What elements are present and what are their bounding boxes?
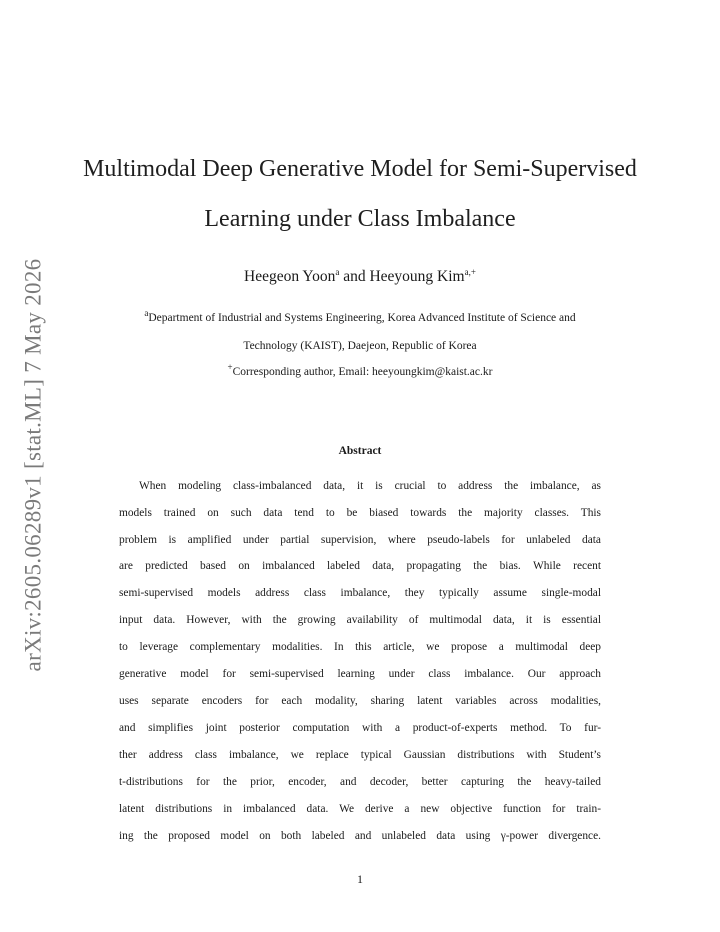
abstract-line: models trained on such data tend to be biased towards the majority classes. This: [119, 507, 601, 519]
abstract-line: input data. However, with the growing availability of multimodal data, it is essential: [119, 614, 601, 626]
page-number: 1: [357, 872, 363, 886]
affiliation-text: Department of Industrial and Systems Engineering, Korea Advanced Institute of Science and: [148, 312, 576, 324]
affiliation-line-1: [60, 308, 660, 325]
abstract-line: to leverage complementary modalities. In this article, we propose a multimodal deep: [119, 641, 601, 653]
author-name: Heegeon Yoon: [244, 268, 336, 285]
abstract-line: ing the proposed model on both labeled and unlabeled data using γ-power divergence.: [119, 830, 601, 842]
paper-title-line-2: Learning under Class Imbalance: [204, 206, 516, 232]
abstract-heading: Abstract: [338, 445, 382, 457]
abstract-line: ther address class imbalance, we replace typical Gaussian distributions with Student’s: [119, 749, 601, 761]
abstract-line: are predicted based on imbalanced labeled data, propagating the bias. While recent: [119, 560, 601, 572]
author-separator: and: [339, 268, 370, 285]
author-affiliation-mark: a,+: [464, 266, 476, 277]
corresponding-author-text: Corresponding author, Email: heeyoungkim@kaist.ac.kr: [232, 366, 493, 378]
abstract-line: uses separate encoders for each modality, sharing latent variables across modalities,: [119, 695, 601, 707]
arxiv-identifier-stamp: [20, 255, 46, 675]
author-affiliation-mark: a: [335, 266, 340, 277]
author-name: Heeyoung Kim: [369, 268, 465, 285]
abstract-line: When modeling class-imbalanced data, it is crucial to address the imbalance, as: [139, 480, 601, 492]
affiliation-line-2: Technology (KAIST), Daejeon, Republic of Korea: [243, 340, 477, 352]
paper-title-line-1: Multimodal Deep Generative Model for Semi-Supervised: [83, 156, 637, 182]
abstract-line: problem is amplified under partial supervision, where pseudo-labels for unlabeled data: [119, 534, 601, 546]
abstract-line: and simplifies joint posterior computation with a product-of-experts method. To fur-: [119, 722, 601, 734]
abstract-line: latent distributions in imbalanced data. We derive a new objective function for train-: [119, 803, 601, 815]
arxiv-identifier-text: arXiv:2605.06289v1 [stat.ML] 7 May 2026: [20, 258, 45, 672]
corresponding-author: [60, 362, 660, 379]
abstract-line: t-distributions for the prior, encoder, and decoder, better capturing the heavy-tailed: [119, 776, 601, 788]
corresponding-mark: +: [227, 362, 233, 373]
abstract-line: generative model for semi-supervised learning under class imbalance. Our approach: [119, 668, 601, 680]
author-list: [60, 268, 660, 286]
abstract-line: semi-supervised models address class imbalance, they typically assume single-modal: [119, 587, 601, 599]
affiliation-mark: a: [144, 308, 149, 319]
